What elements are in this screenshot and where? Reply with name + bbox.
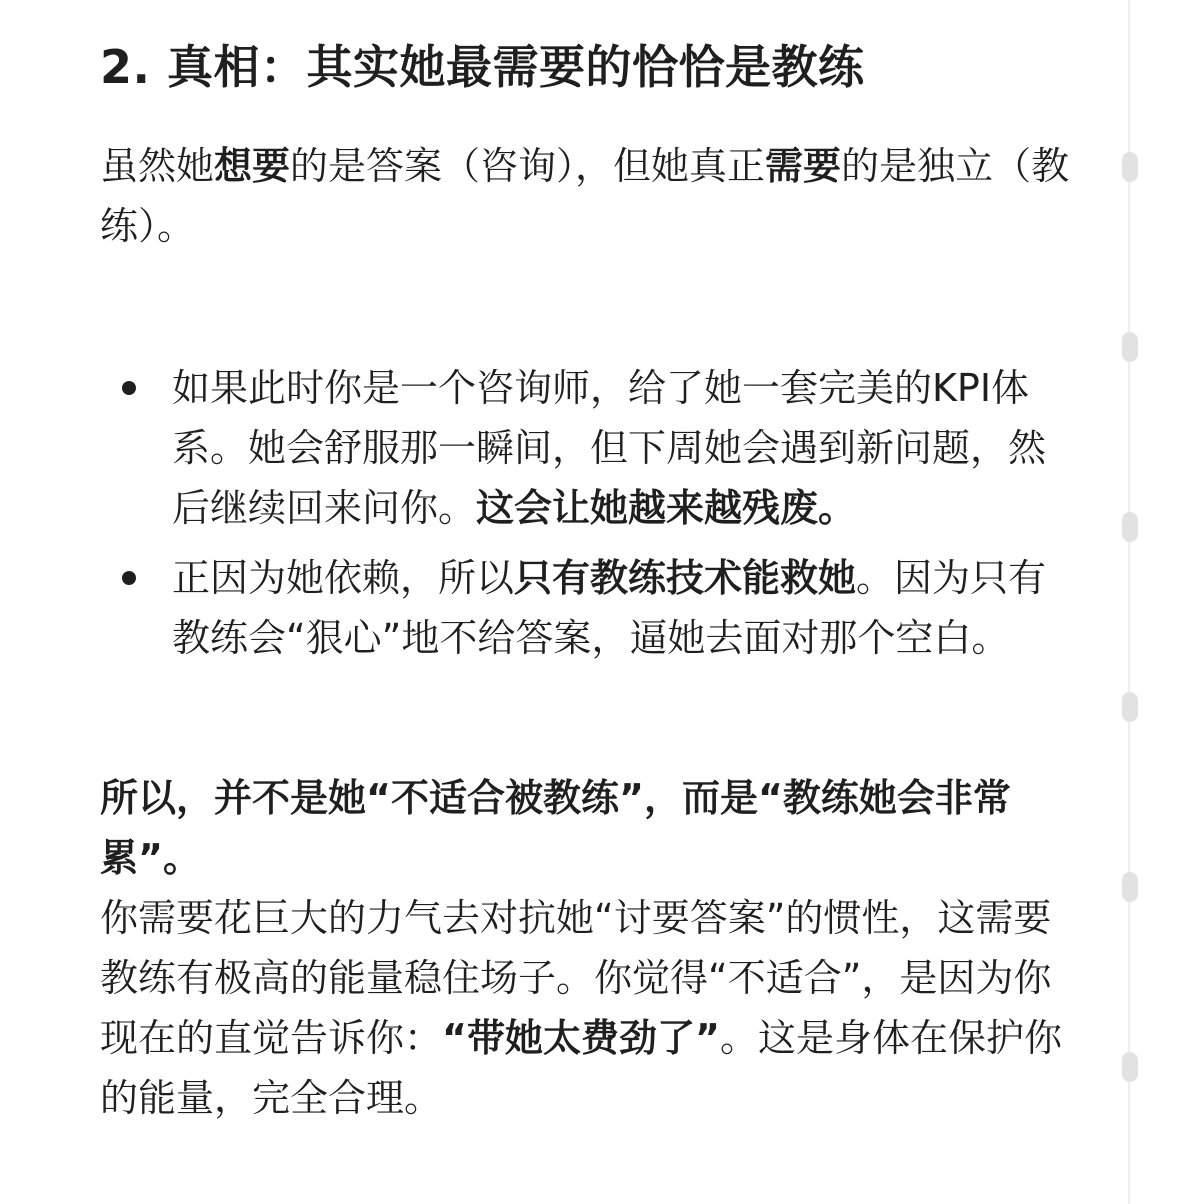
intro-bold-need: 需要 (765, 144, 842, 188)
intro-text-3: 的是独立（教练）。 (100, 144, 1070, 248)
intro-text-2: 的是答案（咨询），但她真正 (290, 144, 766, 188)
conclusion-text-1: 你需要花巨大的力气去对抗她“讨要答案”的惯性，这需要教练有极高的能量稳住场子。你觉得“不适合”，是因为你现在的直觉告诉你： (100, 896, 1052, 1060)
conclusion-bold-quote: “带她太费劲了” (442, 1016, 720, 1060)
intro-bold-want: 想要 (214, 144, 291, 188)
scroll-marker[interactable] (1122, 332, 1138, 362)
bullet-dot-icon (122, 571, 136, 585)
bullet-dot-icon (122, 381, 136, 395)
scroll-marker[interactable] (1122, 152, 1138, 182)
intro-text-1: 虽然她 (100, 144, 215, 188)
scroll-marker[interactable] (1122, 692, 1138, 722)
scroll-marker[interactable] (1122, 512, 1138, 542)
list-item-tail: 。因为只有教练会“狠心”地不给答案，逼她去面对那个空白。 (172, 556, 1047, 660)
list-item (100, 548, 1082, 668)
article-content (100, 28, 1090, 1128)
intro-paragraph (100, 136, 1080, 256)
list-item-text: 如果此时你是一个咨询师，给了她一套完美的KPI体系。她会舒服那一瞬间，但下周她会遇到新问题，然后继续回来问你。 (172, 366, 1047, 530)
conclusion-bold-paragraph: 所以，并不是她“不适合被教练”，而是“教练她会非常累”。 (100, 776, 1011, 880)
conclusion-paragraph (100, 888, 1085, 1128)
list-item-bold: 这会让她越来越残废。 (476, 486, 857, 530)
scroll-marker[interactable] (1122, 1052, 1138, 1082)
list-item (100, 358, 1082, 538)
scroll-marker[interactable] (1122, 872, 1138, 902)
section-heading: 2. 真相：其实她最需要的恰恰是教练 (100, 40, 865, 94)
conclusion-text-2: 。这是身体在保护你的能量，完全合理。 (100, 1016, 1062, 1120)
list-item-text: 正因为她依赖，所以 (172, 556, 515, 600)
list-item-bold: 只有教练技术能救她 (514, 556, 857, 600)
bullet-list (100, 358, 1090, 668)
